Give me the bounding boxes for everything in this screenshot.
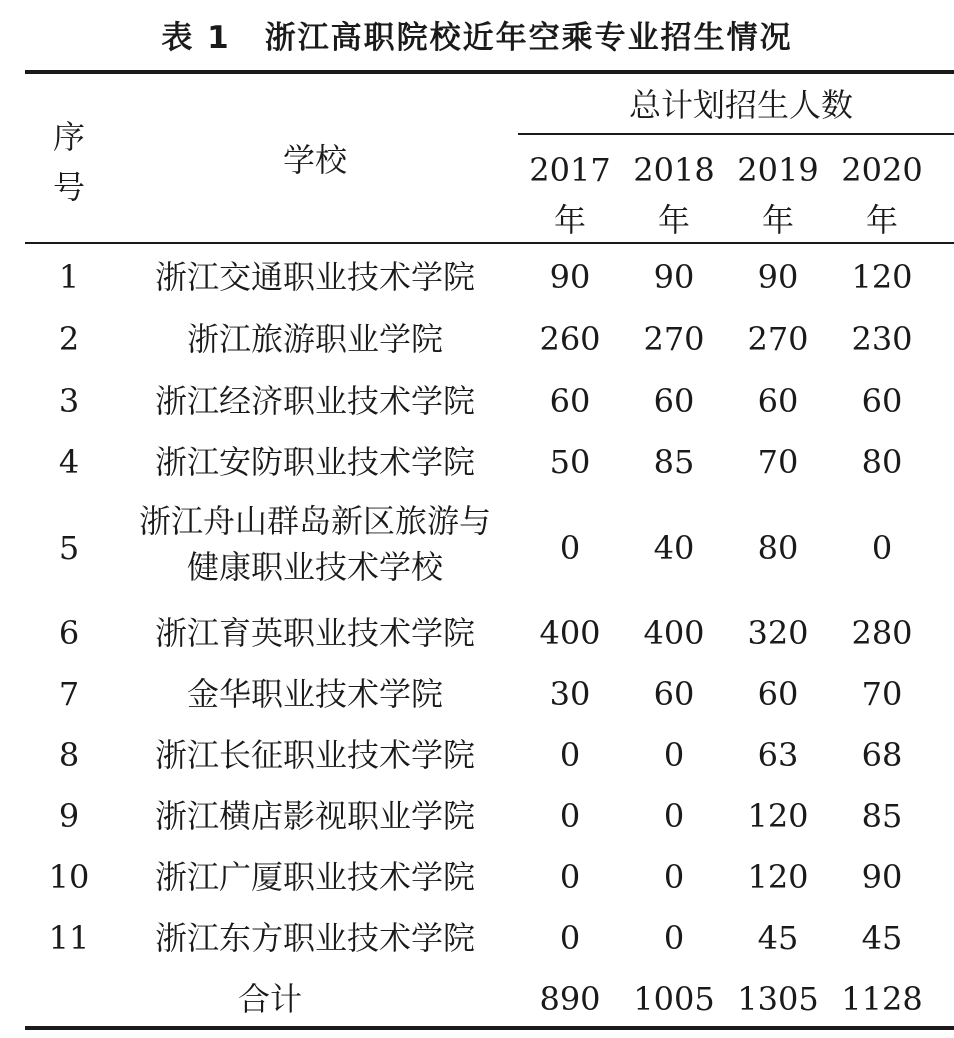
header-total-planned-enrollment: 总计划招生人数 (628, 86, 853, 124)
table-number: 表 1 (161, 20, 231, 56)
row-school: 浙江经济职业技术学院 (154, 382, 475, 420)
top-rule (25, 70, 954, 74)
total-value-2017: 890 (539, 980, 601, 1018)
row-value-2017: 260 (539, 320, 601, 358)
row-school: 浙江育英职业技术学院 (154, 614, 475, 652)
row-value-2017: 0 (559, 529, 581, 567)
row-school: 浙江舟山群岛新区旅游与健康职业技术学校 (138, 502, 491, 586)
row-seq: 11 (48, 919, 90, 957)
header-year: 2018 年 (633, 151, 715, 239)
row-value-2019: 90 (757, 258, 799, 296)
row-seq: 1 (58, 258, 80, 296)
row-school: 浙江旅游职业学院 (186, 320, 443, 358)
table-caption (0, 12, 954, 57)
row-value-2018: 0 (663, 736, 685, 774)
row-value-2018: 90 (653, 258, 695, 296)
row-school: 金华职业技术学院 (186, 675, 443, 713)
table-row (0, 431, 954, 493)
total-value-2018: 1005 (633, 980, 715, 1018)
total-value-2020: 1128 (841, 980, 923, 1018)
table-row (0, 602, 954, 664)
row-value-2019: 60 (757, 382, 799, 420)
row-value-2018: 0 (663, 797, 685, 835)
row-value-2018: 0 (663, 858, 685, 896)
table-row-total (0, 968, 954, 1030)
row-value-2018: 0 (663, 919, 685, 957)
table-row (0, 308, 954, 370)
row-seq: 4 (58, 443, 80, 481)
row-school: 浙江安防职业技术学院 (154, 443, 475, 481)
row-value-2017: 50 (549, 443, 591, 481)
row-value-2019: 70 (757, 443, 799, 481)
row-value-2020: 80 (861, 443, 903, 481)
row-seq: 6 (58, 614, 80, 652)
row-value-2020: 0 (871, 529, 893, 567)
row-value-2020: 45 (861, 919, 903, 957)
row-value-2017: 0 (559, 858, 581, 896)
row-seq: 2 (58, 320, 80, 358)
row-value-2017: 60 (549, 382, 591, 420)
row-school: 浙江横店影视职业学院 (154, 797, 475, 835)
table-row (0, 663, 954, 725)
row-value-2018: 60 (653, 382, 695, 420)
row-value-2017: 0 (559, 919, 581, 957)
row-value-2020: 60 (861, 382, 903, 420)
table-row (0, 370, 954, 432)
total-value-2019: 1305 (737, 980, 819, 1018)
row-seq: 10 (48, 858, 90, 896)
row-value-2017: 0 (559, 797, 581, 835)
row-value-2018: 60 (653, 675, 695, 713)
table-row (0, 246, 954, 308)
row-value-2019: 120 (747, 797, 809, 835)
row-value-2019: 45 (757, 919, 799, 957)
row-school: 浙江长征职业技术学院 (154, 736, 475, 774)
total-label: 合计 (237, 980, 302, 1018)
row-value-2020: 230 (851, 320, 913, 358)
row-value-2019: 80 (757, 529, 799, 567)
row-value-2017: 30 (549, 675, 591, 713)
header-seq: 序号 (52, 118, 85, 206)
row-value-2019: 63 (757, 736, 799, 774)
row-value-2020: 90 (861, 858, 903, 896)
header-year: 2019 年 (737, 151, 819, 239)
row-value-2017: 400 (539, 614, 601, 652)
header-school: 学校 (282, 141, 347, 179)
row-school: 浙江东方职业技术学院 (154, 919, 475, 957)
table-row (0, 907, 954, 969)
row-value-2020: 68 (861, 736, 903, 774)
header-year: 2017 年 (529, 151, 611, 239)
row-value-2020: 70 (861, 675, 903, 713)
year-group-rule (518, 133, 954, 135)
table-title: 浙江高职院校近年空乘专业招生情况 (264, 20, 793, 56)
table-row (0, 785, 954, 847)
table-row (0, 846, 954, 908)
row-value-2018: 40 (653, 529, 695, 567)
row-value-2019: 320 (747, 614, 809, 652)
row-value-2020: 280 (851, 614, 913, 652)
row-school: 浙江广厦职业技术学院 (154, 858, 475, 896)
row-value-2017: 90 (549, 258, 591, 296)
row-seq: 3 (58, 382, 80, 420)
row-seq: 9 (58, 797, 80, 835)
row-value-2019: 270 (747, 320, 809, 358)
row-value-2018: 85 (653, 443, 695, 481)
row-value-2019: 60 (757, 675, 799, 713)
row-value-2020: 85 (861, 797, 903, 835)
table-row (0, 493, 954, 603)
row-value-2019: 120 (747, 858, 809, 896)
row-value-2018: 270 (643, 320, 705, 358)
row-school: 浙江交通职业技术学院 (154, 258, 475, 296)
table-row (0, 724, 954, 786)
row-seq: 7 (58, 675, 80, 713)
row-value-2020: 120 (851, 258, 913, 296)
row-value-2018: 400 (643, 614, 705, 652)
row-seq: 5 (58, 529, 80, 567)
row-seq: 8 (58, 736, 80, 774)
header-year: 2020 年 (841, 151, 923, 239)
row-value-2017: 0 (559, 736, 581, 774)
